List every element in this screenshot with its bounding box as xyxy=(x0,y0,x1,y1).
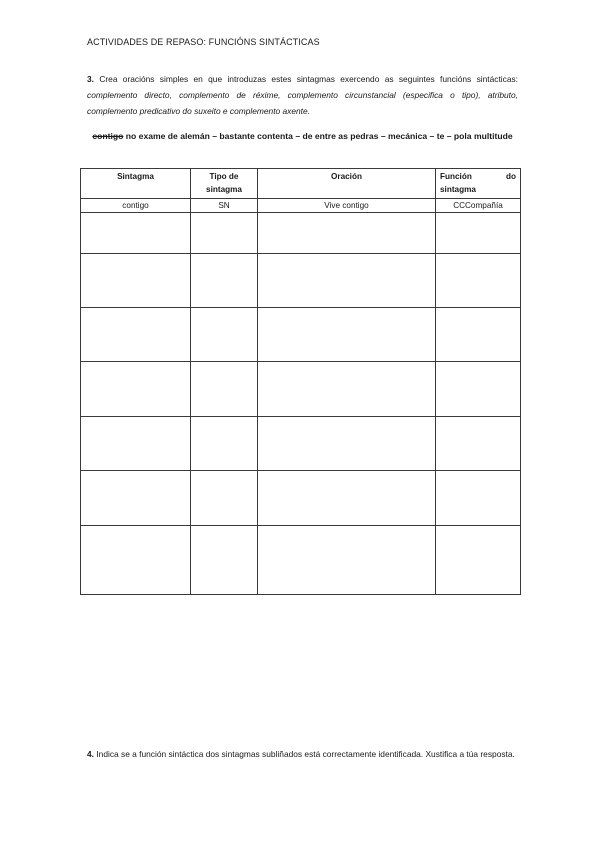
empty-cell[interactable] xyxy=(81,254,191,308)
empty-cell[interactable] xyxy=(258,213,436,254)
col-header-oracion: Oración xyxy=(258,169,436,199)
col-header-funcion-b: do xyxy=(505,172,516,181)
exercise-4-text: Indica se a función sintáctica dos sintagmas subliñados está correctamente identificada. Xustifica a túa resposta. xyxy=(96,749,515,759)
empty-cell[interactable] xyxy=(436,417,521,471)
empty-cell[interactable] xyxy=(258,526,436,595)
col-header-funcion xyxy=(436,169,521,199)
empty-cell[interactable] xyxy=(191,254,258,308)
table-row[interactable] xyxy=(81,526,521,595)
empty-cell[interactable] xyxy=(81,471,191,526)
table-row[interactable] xyxy=(81,308,521,362)
phrase-list xyxy=(87,128,518,144)
empty-cell[interactable] xyxy=(81,526,191,595)
cell-tipo: SN xyxy=(191,199,258,213)
empty-cell[interactable] xyxy=(258,308,436,362)
empty-cell[interactable] xyxy=(436,254,521,308)
cell-oracion: Vive contigo xyxy=(258,199,436,213)
empty-cell[interactable] xyxy=(191,362,258,417)
table-row[interactable] xyxy=(81,471,521,526)
exercise-3-functions: complemento directo, complemento de réxime, complemento circunstancial (especifica o tipo), atributo, complemento predicativo do suxeito e complemento axente. xyxy=(87,90,518,116)
exercise-4-number: 4. xyxy=(87,749,94,759)
table-row[interactable] xyxy=(81,254,521,308)
empty-cell[interactable] xyxy=(191,417,258,471)
exercise-4-instructions xyxy=(87,746,518,762)
col-header-funcion-c: sintagma xyxy=(440,185,476,194)
empty-cell[interactable] xyxy=(258,254,436,308)
cell-sintagma: contigo xyxy=(81,199,191,213)
empty-cell[interactable] xyxy=(436,362,521,417)
empty-cell[interactable] xyxy=(81,308,191,362)
empty-cell[interactable] xyxy=(191,308,258,362)
col-header-tipo: Tipo de sintagma xyxy=(191,169,258,199)
table-row xyxy=(81,199,521,213)
empty-cell[interactable] xyxy=(258,471,436,526)
table-row[interactable] xyxy=(81,213,521,254)
empty-cell[interactable] xyxy=(191,526,258,595)
cell-funcion: CCCompañía xyxy=(436,199,521,213)
page-title: ACTIVIDADES DE REPASO: FUNCIÓNS SINTÁCTICAS xyxy=(87,37,320,47)
empty-cell[interactable] xyxy=(436,471,521,526)
answer-table xyxy=(80,168,521,595)
empty-cell[interactable] xyxy=(436,526,521,595)
empty-cell[interactable] xyxy=(436,308,521,362)
empty-cell[interactable] xyxy=(436,213,521,254)
empty-cell[interactable] xyxy=(258,362,436,417)
col-header-funcion-a: Función xyxy=(440,172,472,181)
empty-cell[interactable] xyxy=(191,471,258,526)
table-header-row xyxy=(81,169,521,199)
table-row[interactable] xyxy=(81,362,521,417)
exercise-3-text: Crea oracións simples en que introduzas estes sintagmas exercendo as seguintes funcións sintácticas: xyxy=(99,74,518,84)
exercise-3-instructions xyxy=(87,71,518,119)
empty-cell[interactable] xyxy=(81,417,191,471)
table-row[interactable] xyxy=(81,417,521,471)
empty-cell[interactable] xyxy=(81,362,191,417)
empty-cell[interactable] xyxy=(258,417,436,471)
empty-cell[interactable] xyxy=(81,213,191,254)
phrase-items: no exame de alemán – bastante contenta – de entre as pedras – mecánica – te – pola multitude xyxy=(123,131,513,141)
col-header-sintagma: Sintagma xyxy=(81,169,191,199)
empty-cell[interactable] xyxy=(191,213,258,254)
struck-phrase: contigo xyxy=(92,131,124,141)
exercise-3-number: 3. xyxy=(87,74,94,84)
